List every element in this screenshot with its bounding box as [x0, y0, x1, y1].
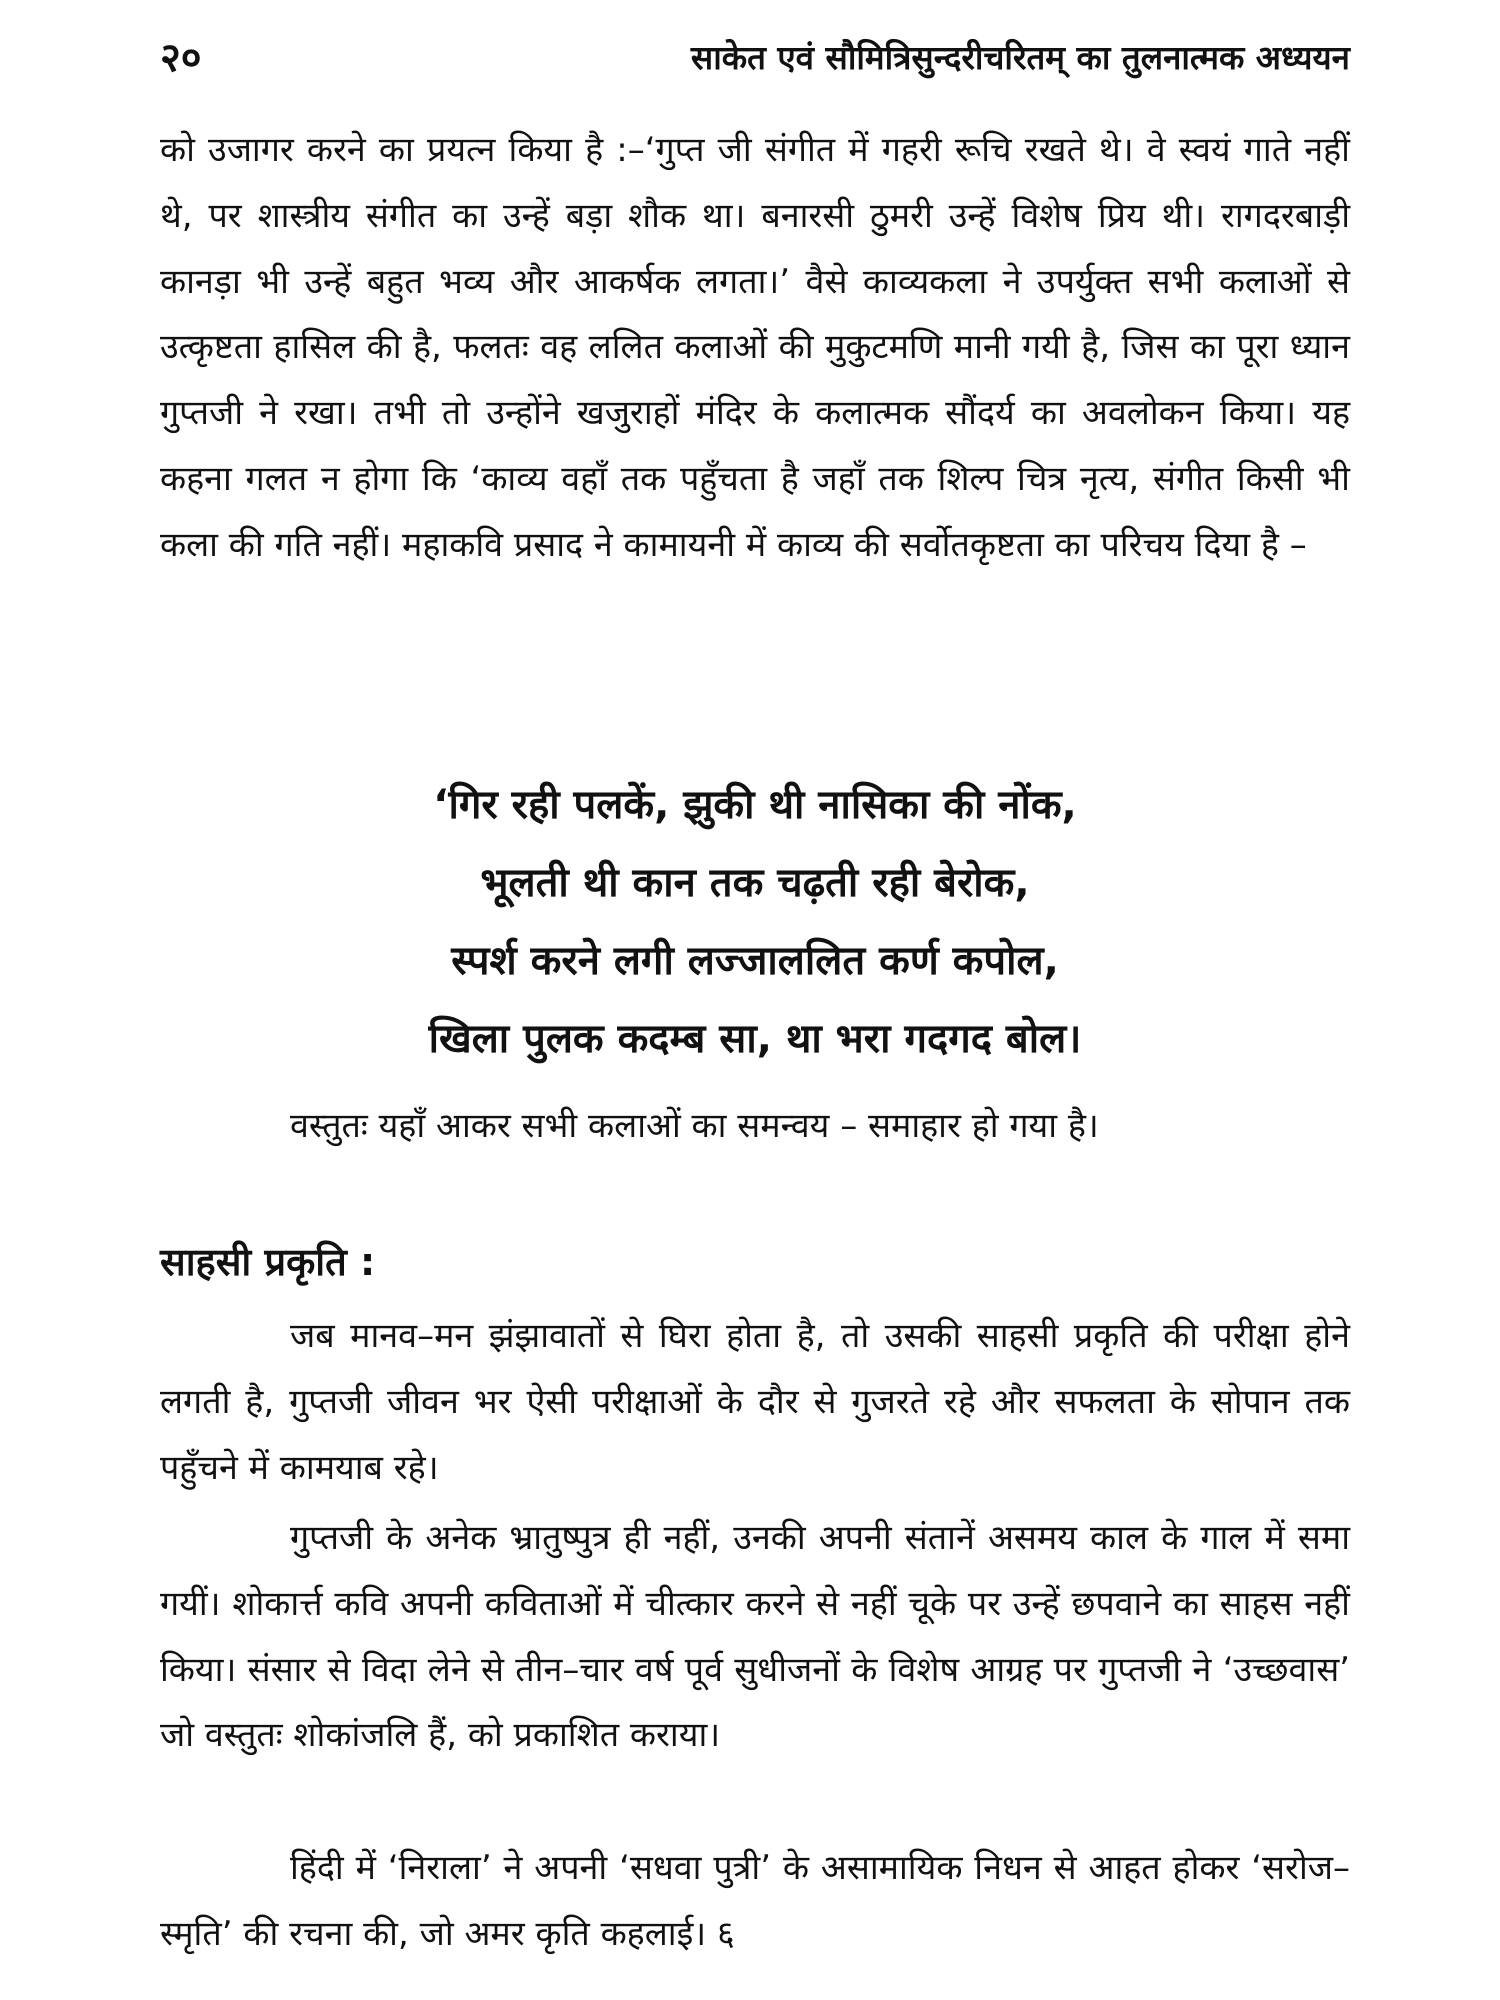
verse-line: ‘गिर रही पलकें, झुकी थी नासिका की नोंक, — [433, 782, 1077, 828]
running-title: साकेत एवं सौमित्रिसुन्दरीचरितम् का तुलनात्मक अध्ययन — [690, 38, 1350, 77]
page-number: २० — [160, 35, 202, 81]
body-paragraph: को उजागर करने का प्रयत्न किया है :–‘गुप्त जी संगीत में गहरी रूचि रखते थे। वे स्वयं गाते नहीं थे, पर शास्त्रीय संगीत का उन्हें बड़ा शौक था। बनारसी ठुमरी उन्हें विशेष प्रिय थी। रागदरबाड़ी कानड़ा भी उन्हें बहुत भव्य और आकर्षक लगता।’ वैसे काव्यकला ने उपर्युक्त सभी कलाओं से उत्कृष्टता हासिल की है, फलतः वह ललित कलाओं की मुकुटमणि मानी गयी है, जिस का पूरा ध्यान गुप्तजी ने रखा। तभी तो उन्होंने खजुराहों मंदिर के कलात्मक सौंदर्य का अवलोकन किया। यह कहना गलत न होगा कि ‘काव्य वहाँ तक पहुँचता है जहाँ तक शिल्प चित्र नृत्य, संगीत किसी भी कला की गति नहीं। महाकवि प्रसाद ने कामायनी में काव्य की सर्वोतकृष्टता का परिचय दिया है – — [160, 130, 1350, 565]
quoted-verse — [160, 766, 1350, 1078]
body-paragraph: गुप्तजी के अनेक भ्रातुष्पुत्र ही नहीं, उनकी अपनी संतानें असमय काल के गाल में समा गयीं। शोकार्त्त कवि अपनी कविताओं में चीत्कार करने से नहीं चूके पर उन्हें छपवाने का साहस नहीं किया। संसार से विदा लेने से तीन–चार वर्ष पूर्व सुधीजनों के विशेष आग्रह पर गुप्तजी ने ‘उच्छवास’ जो वस्तुतः शोकांजलि हैं, को प्रकाशित कराया। — [160, 1518, 1350, 1756]
section-heading: साहसी प्रकृति : — [160, 1240, 376, 1284]
verse-line: स्पर्श करने लगी लज्जाललित कर्ण कपोल, — [451, 938, 1059, 984]
verse-line: खिला पुलक कदम्ब सा, था भरा गदगद बोल। — [428, 1016, 1082, 1062]
verse-line: भूलती थी कान तक चढ़ती रही बेरोक, — [480, 860, 1030, 906]
body-paragraph: हिंदी में ‘निराला’ ने अपनी ‘सधवा पुत्री’ के असामायिक निधन से आहत होकर ‘सरोज–स्मृति’ की रचना की, जो अमर कृति कहलाई। ६ — [160, 1848, 1350, 1954]
body-paragraph: जब मानव–मन झंझावातों से घिरा होता है, तो उसकी साहसी प्रकृति की परीक्षा होने लगती है, गुप्तजी जीवन भर ऐसी परीक्षाओं के दौर से गुजरते रहे और सफलता के सोपान तक पहुँचने में कामयाब रहे। — [160, 1316, 1350, 1488]
body-paragraph: वस्तुतः यहाँ आकर सभी कलाओं का समन्वय – समाहार हो गया है। — [290, 1106, 1099, 1146]
page-header — [160, 28, 1350, 88]
